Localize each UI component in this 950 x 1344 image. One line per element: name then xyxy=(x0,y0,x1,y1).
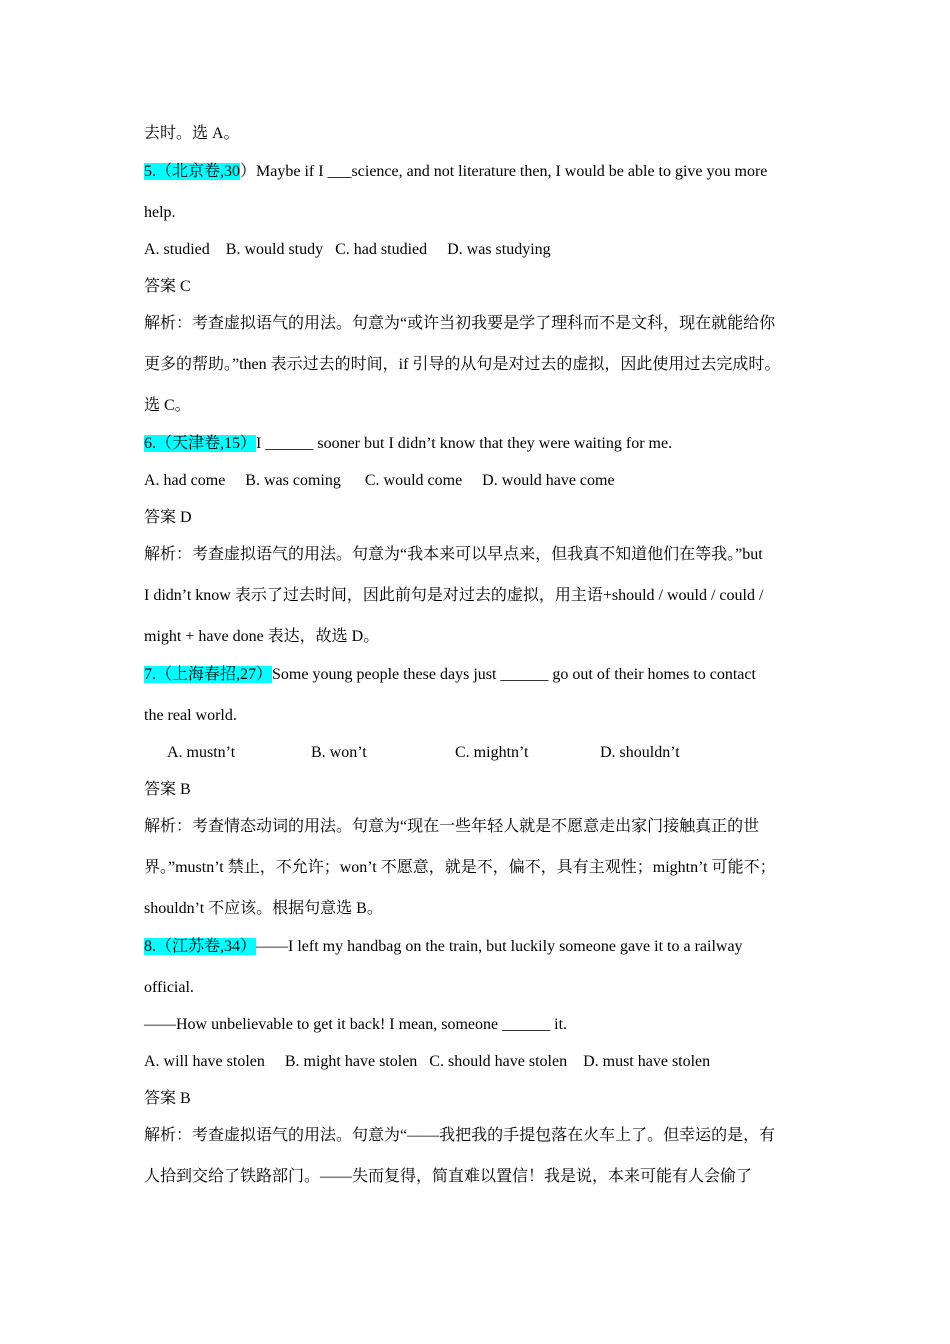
option-c: C. mightn’t xyxy=(455,744,529,761)
question-6-answer: 答案 D xyxy=(144,509,192,526)
question-6-explanation: I didn’t know 表示了过去时间，因此前句是对过去的虚拟，用主语+should / would / could / xyxy=(144,587,764,604)
question-8-explanation: 解析：考查虚拟语气的用法。句意为“——我把我的手提包落在火车上了。但幸运的是，有 xyxy=(144,1127,776,1144)
question-5-explanation: 选 C。 xyxy=(144,397,191,414)
text-line: 去时。选 A。 xyxy=(144,125,240,142)
question-6-explanation: might + have done 表达，故选 D。 xyxy=(144,628,380,645)
question-5-text: ）Maybe if I ___science, and not literature then, I would be able to give you more xyxy=(240,163,768,180)
question-8-options: A. will have stolen B. might have stolen C. should have stolen D. must have stolen xyxy=(144,1053,711,1070)
question-8-explanation: 人拾到交给了铁路部门。——失而复得，简直难以置信！我是说，本来可能有人会偷了 xyxy=(144,1168,753,1185)
question-5-explanation: 更多的帮助。”then 表示过去的时间，if 引导的从句是对过去的虚拟，因此使用过去完成时。 xyxy=(144,356,781,373)
option-d: D. shouldn’t xyxy=(600,744,680,761)
question-6-explanation: 解析：考查虚拟语气的用法。句意为“我本来可以早点来，但我真不知道他们在等我。”but xyxy=(144,546,763,563)
question-8-stem-cont: official. xyxy=(144,979,194,996)
question-5-answer: 答案 C xyxy=(144,278,191,295)
question-7-source-tag: 7.（上海春招,27） xyxy=(144,666,273,683)
question-7-text: Some young people these days just ______ go out of their homes to contact xyxy=(272,666,756,683)
question-5-stem xyxy=(144,162,767,182)
question-8-stem xyxy=(144,937,743,957)
question-8-answer: 答案 B xyxy=(144,1090,191,1107)
question-8-text: ——I left my handbag on the train, but luckily someone gave it to a railway xyxy=(256,938,743,955)
question-8-source-tag: 8.（江苏卷,34） xyxy=(144,938,257,955)
option-b: B. won’t xyxy=(311,744,367,761)
question-7-explanation: 解析：考查情态动词的用法。句意为“现在一些年轻人就是不愿意走出家门接触真正的世 xyxy=(144,818,760,835)
question-7-stem xyxy=(144,665,756,685)
question-6-text: I ______ sooner but I didn’t know that they were waiting for me. xyxy=(256,435,673,452)
question-5-stem-cont: help. xyxy=(144,204,176,221)
question-7-explanation: 界。”mustn’t 禁止，不允许；won’t 不愿意，就是不，偏不，具有主观性；mightn’t 可能不； xyxy=(144,859,776,876)
question-5-options: A. studied B. would study C. had studied D. was studying xyxy=(144,241,551,258)
question-5-explanation: 解析：考查虚拟语气的用法。句意为“或许当初我要是学了理科而不是文科，现在就能给你 xyxy=(144,315,776,332)
question-7-answer: 答案 B xyxy=(144,781,191,798)
question-7-options xyxy=(167,743,680,763)
question-7-stem-cont: the real world. xyxy=(144,707,237,724)
question-5-source-tag: 5.（北京卷,30 xyxy=(144,163,241,180)
question-7-explanation: shouldn’t 不应该。根据句意选 B。 xyxy=(144,900,383,917)
question-6-source-tag: 6.（天津卷,15） xyxy=(144,435,257,452)
question-8-reply: ——How unbelievable to get it back! I mean, someone ______ it. xyxy=(144,1016,568,1033)
question-6-options: A. had come B. was coming C. would come D. would have come xyxy=(144,472,615,489)
question-6-stem xyxy=(144,434,672,454)
option-a: A. mustn’t xyxy=(167,744,236,761)
